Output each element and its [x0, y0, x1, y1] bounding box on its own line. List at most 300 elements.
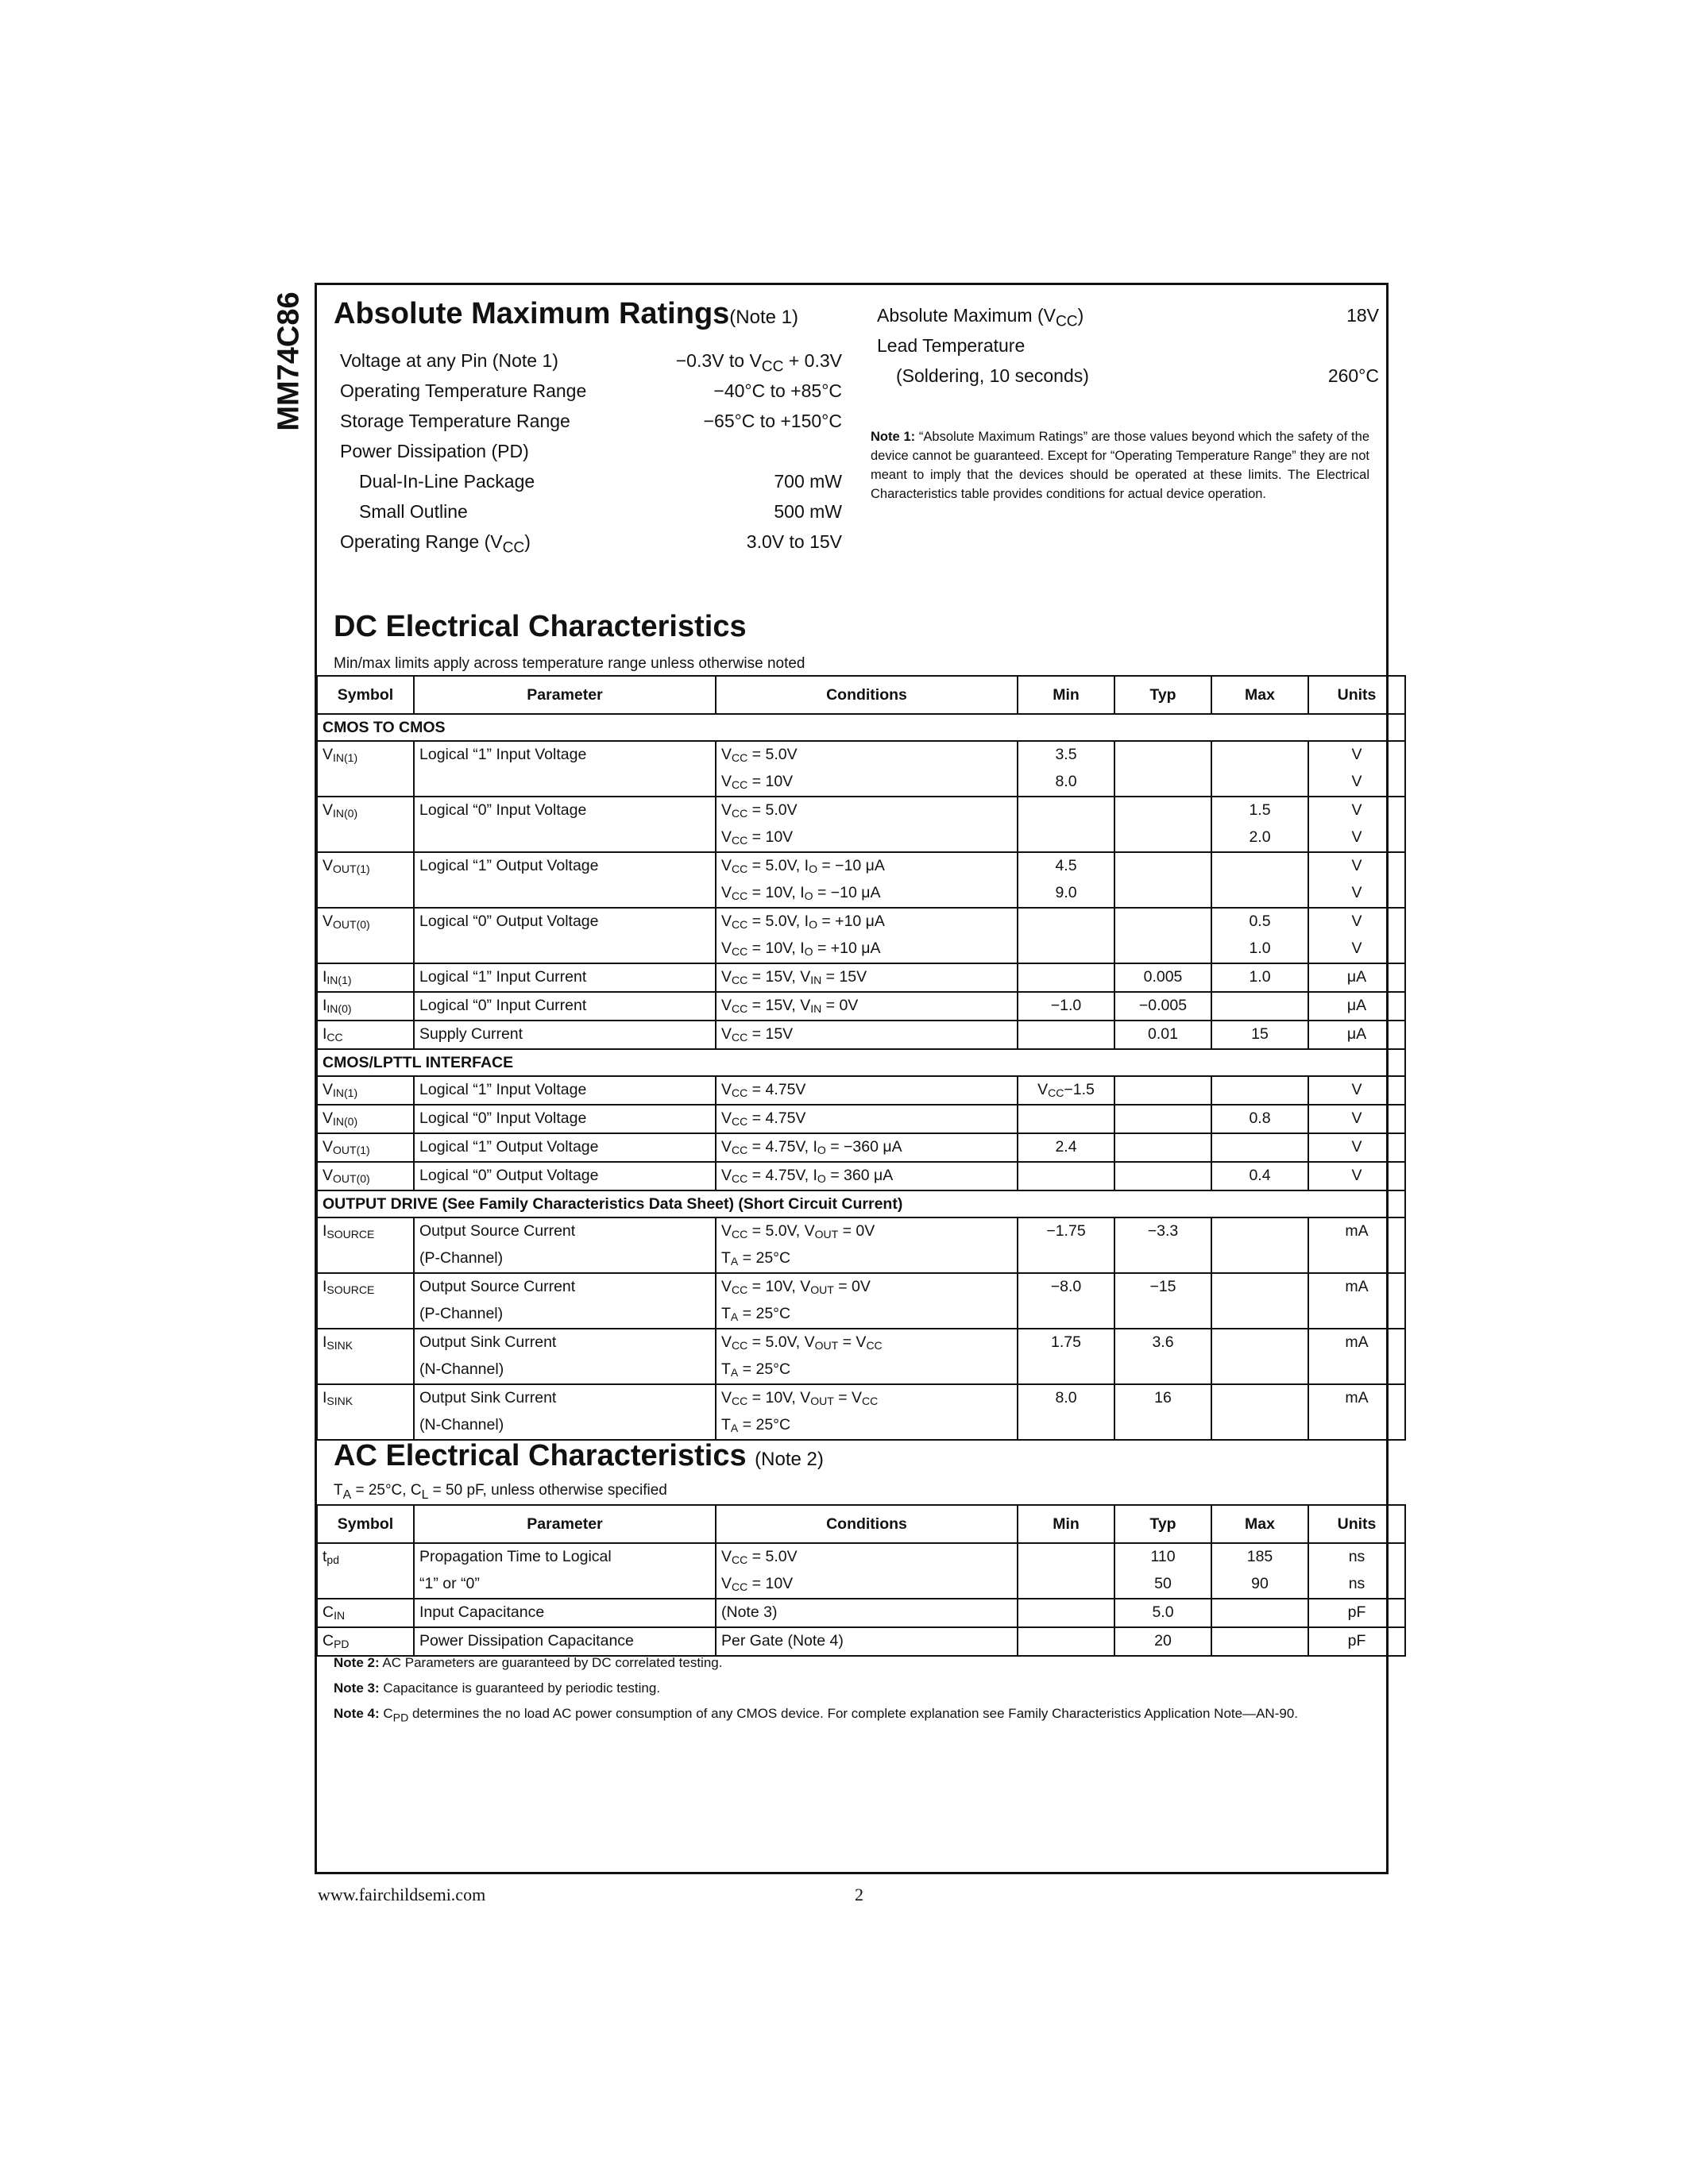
units-cell [1308, 1384, 1405, 1440]
typ-cell-line [1120, 824, 1206, 851]
parameter-cell-line: Power Dissipation Capacitance [419, 1632, 634, 1650]
conditions-cell [716, 963, 1018, 992]
table-row [317, 1599, 1405, 1627]
max-cell [1211, 1627, 1308, 1656]
max-cell [1211, 992, 1308, 1021]
conditions-cell-line: $T_A = 25^\circ C$ [721, 1249, 791, 1268]
typ-cell [1114, 1076, 1211, 1105]
units-cell-line: μA [1346, 968, 1367, 986]
parameter-cell-line: (N-Channel) [419, 1360, 504, 1378]
dc-subtitle: Min/max limits apply across temperature range unless otherwise noted [334, 655, 805, 672]
max-cell-line [1217, 1134, 1303, 1161]
typ-cell [1114, 1105, 1211, 1133]
page-number: 2 [855, 1885, 863, 1904]
note-item [334, 1704, 1374, 1727]
max-cell-line: 185 [1246, 1548, 1273, 1565]
typ-cell-line: 20 [1154, 1632, 1172, 1650]
symbol-cell [317, 1627, 414, 1656]
parameter-cell [414, 852, 716, 908]
parameter-cell-line: Logical “0” Input Voltage [419, 801, 587, 819]
min-cell-line: 1.75 [1051, 1333, 1081, 1351]
max-cell-line: 0.5 [1249, 913, 1271, 930]
typ-cell-line: 0.005 [1143, 968, 1183, 986]
rating-row [340, 350, 842, 380]
symbol-text: $I_{SINK}$ [323, 1333, 353, 1352]
table-row [317, 1384, 1405, 1440]
rating-label: Absolute Maximum $(V_{CC})$ [877, 305, 1084, 330]
max-cell-line [1217, 993, 1303, 1020]
max-cell-line: 1.0 [1249, 940, 1271, 957]
min-cell-line: 9.0 [1055, 884, 1077, 901]
column-header: Min [1018, 1505, 1114, 1543]
table-row [317, 1162, 1405, 1190]
min-cell-line: 8.0 [1055, 773, 1077, 790]
conditions-cell [716, 1627, 1018, 1656]
typ-cell-line [1120, 1077, 1206, 1104]
units-cell-line: mA [1345, 1278, 1369, 1295]
units-cell-line: V [1351, 773, 1362, 790]
typ-cell-line [1120, 1245, 1206, 1272]
min-cell [1018, 963, 1114, 992]
ac-title: AC Electrical Characteristics (Note 2) [334, 1439, 824, 1472]
typ-cell-line [1120, 1134, 1206, 1161]
min-cell-line [1023, 1301, 1109, 1328]
column-header: Min [1018, 676, 1114, 714]
typ-cell [1114, 1217, 1211, 1273]
max-cell [1211, 741, 1308, 797]
conditions-cell [716, 1384, 1018, 1440]
min-cell [1018, 1627, 1114, 1656]
max-cell-line [1217, 880, 1303, 907]
note-text: Capacitance is guaranteed by periodic testing. [379, 1680, 661, 1696]
units-cell [1308, 1021, 1405, 1049]
units-cell-line: V [1351, 1109, 1362, 1127]
conditions-cell-line: $V_{CC} = 10V$, $I_O = +10$ μA [721, 940, 881, 958]
column-header: Max [1211, 1505, 1308, 1543]
min-cell-line [1023, 1356, 1109, 1383]
typ-cell-line [1120, 936, 1206, 963]
conditions-cell-line: Per Gate (Note 4) [721, 1632, 844, 1650]
typ-cell-line [1120, 1163, 1206, 1190]
parameter-cell-line [419, 936, 710, 963]
table-row [317, 1217, 1405, 1273]
table-row [317, 1273, 1405, 1329]
part-number-vertical: MM74C86 [272, 291, 306, 431]
min-cell-line [1023, 1544, 1109, 1571]
rating-label: Small Outline [359, 501, 468, 522]
max-cell-line: 90 [1251, 1575, 1269, 1592]
conditions-cell-line: $V_{CC} = 5.0V$, $V_{OUT} = 0V$ [721, 1222, 875, 1241]
min-cell [1018, 1599, 1114, 1627]
min-cell [1018, 1076, 1114, 1105]
units-cell-line: ns [1348, 1575, 1365, 1592]
typ-cell-line: 0.01 [1148, 1025, 1178, 1043]
units-cell [1308, 1543, 1405, 1599]
parameter-cell [414, 1076, 716, 1105]
conditions-cell-line: $T_A = 25^\circ C$ [721, 1360, 791, 1379]
parameter-cell-line: Output Sink Current [419, 1333, 557, 1351]
min-cell-line: 3.5 [1055, 746, 1077, 763]
conditions-cell [716, 797, 1018, 852]
rating-value: −65°C to +150°C [703, 411, 842, 431]
max-cell-line [1217, 1301, 1303, 1328]
conditions-cell-line: $V_{CC} = 5.0V$ [721, 1548, 798, 1566]
units-cell [1308, 1329, 1405, 1384]
symbol-text: $V_{OUT(0)}$ [323, 913, 370, 931]
min-cell-line [1023, 824, 1109, 851]
units-cell-line: μA [1346, 1025, 1367, 1043]
min-cell-line [1023, 1412, 1109, 1439]
column-header: Parameter [414, 676, 716, 714]
conditions-cell-line: $V_{CC} = 5.0V$ [721, 746, 798, 764]
rating-row [340, 471, 842, 501]
table-row [317, 908, 1405, 963]
symbol-text: $V_{OUT(1)}$ [323, 1138, 370, 1156]
section-row [317, 714, 1405, 741]
rating-value: 18V [1346, 305, 1379, 326]
units-cell-line: V [1351, 884, 1362, 901]
max-cell-line: 2.0 [1249, 828, 1271, 846]
units-cell-line [1314, 1245, 1400, 1272]
max-cell-line [1217, 1329, 1303, 1356]
units-cell [1308, 963, 1405, 992]
parameter-cell [414, 963, 716, 992]
units-cell-line: V [1351, 828, 1362, 846]
units-cell [1308, 1162, 1405, 1190]
typ-cell [1114, 852, 1211, 908]
table-row [317, 1543, 1405, 1599]
symbol-text: $C_{PD}$ [323, 1632, 350, 1650]
units-cell-line: V [1351, 857, 1362, 874]
max-cell [1211, 1273, 1308, 1329]
conditions-cell-line: $V_{CC} = 5.0V$, $V_{OUT} = V_{CC}$ [721, 1333, 883, 1352]
parameter-cell-line: (P-Channel) [419, 1305, 504, 1322]
parameter-cell [414, 741, 716, 797]
conditions-cell-line: $V_{CC} = 10V$ [721, 1575, 794, 1593]
symbol-text: $V_{IN(1)}$ [323, 746, 358, 764]
parameter-cell-line: Supply Current [419, 1025, 523, 1043]
conditions-cell-line: $V_{CC} = 10V$, $V_{OUT} = 0V$ [721, 1278, 871, 1296]
min-cell-line [1023, 1571, 1109, 1598]
min-cell [1018, 992, 1114, 1021]
symbol-text: $V_{OUT(1)}$ [323, 857, 370, 875]
min-cell [1018, 1217, 1114, 1273]
max-cell-line: 0.4 [1249, 1167, 1271, 1184]
table-row [317, 1076, 1405, 1105]
max-cell-line [1217, 1599, 1303, 1626]
column-header: Typ [1114, 676, 1211, 714]
column-header: Conditions [716, 1505, 1018, 1543]
max-cell [1211, 908, 1308, 963]
parameter-cell [414, 1105, 716, 1133]
rating-row [340, 501, 842, 531]
parameter-cell-line: Logical “0” Input Voltage [419, 1109, 587, 1127]
symbol-cell [317, 1217, 414, 1273]
max-cell [1211, 1021, 1308, 1049]
symbol-text: $V_{OUT(0)}$ [323, 1167, 370, 1185]
dc-table [316, 675, 1406, 1441]
max-cell [1211, 1599, 1308, 1627]
symbol-cell [317, 741, 414, 797]
max-cell-line [1217, 1077, 1303, 1104]
units-cell [1308, 852, 1405, 908]
parameter-cell-line: (N-Channel) [419, 1416, 504, 1433]
units-cell [1308, 797, 1405, 852]
typ-cell-line: 3.6 [1152, 1333, 1174, 1351]
conditions-cell-line: $V_{CC} = 15V$, $V_{IN} = 15V$ [721, 968, 867, 986]
max-cell [1211, 963, 1308, 992]
rating-row [340, 531, 842, 561]
min-cell-line: −1.0 [1050, 997, 1082, 1014]
max-cell-line [1217, 1356, 1303, 1383]
parameter-cell-line: Logical “0” Output Voltage [419, 1167, 599, 1184]
rating-label: Lead Temperature [877, 335, 1026, 356]
max-cell-line: 0.8 [1249, 1109, 1271, 1127]
symbol-cell [317, 1273, 414, 1329]
units-cell [1308, 1217, 1405, 1273]
rating-value: 260°C [1327, 365, 1379, 386]
max-cell [1211, 1133, 1308, 1162]
units-cell-line: V [1351, 940, 1362, 957]
max-cell-line [1217, 1385, 1303, 1412]
units-cell-line: pF [1347, 1603, 1366, 1621]
column-header: Units [1308, 676, 1405, 714]
min-cell [1018, 1273, 1114, 1329]
symbol-cell [317, 1105, 414, 1133]
min-cell-line [1023, 964, 1109, 991]
table-row [317, 1133, 1405, 1162]
table-row [317, 1627, 1405, 1656]
rating-value: 3.0V to 15V [746, 531, 842, 552]
symbol-text: $I_{IN(0)}$ [323, 997, 352, 1015]
conditions-cell [716, 741, 1018, 797]
units-cell-line: μA [1346, 997, 1367, 1014]
abs-max-right-list [877, 305, 1379, 396]
max-cell-line [1217, 1628, 1303, 1655]
units-cell-line [1314, 1356, 1400, 1383]
typ-cell-line [1120, 742, 1206, 769]
min-cell [1018, 908, 1114, 963]
min-cell-line: 8.0 [1055, 1389, 1077, 1406]
rating-row [877, 365, 1379, 396]
parameter-cell-line: Logical “1” Input Voltage [419, 746, 587, 763]
ac-table-header [317, 1505, 1405, 1543]
parameter-cell-line: (P-Channel) [419, 1249, 504, 1267]
symbol-cell [317, 992, 414, 1021]
conditions-cell [716, 1021, 1018, 1049]
parameter-cell-line: Logical “0” Output Voltage [419, 913, 599, 930]
max-cell [1211, 852, 1308, 908]
min-cell [1018, 1543, 1114, 1599]
conditions-cell-line: $V_{CC} = 10V$, $V_{OUT} = V_{CC}$ [721, 1389, 879, 1407]
max-cell-line [1217, 742, 1303, 769]
typ-cell [1114, 1599, 1211, 1627]
conditions-cell [716, 1329, 1018, 1384]
conditions-cell-line: $V_{CC} = 10V$ [721, 773, 794, 791]
typ-cell-line [1120, 880, 1206, 907]
note-text: AC Parameters are guaranteed by DC correlated testing. [379, 1655, 723, 1670]
min-cell-line: −1.75 [1046, 1222, 1086, 1240]
units-cell [1308, 1599, 1405, 1627]
typ-cell [1114, 992, 1211, 1021]
note-text: $C_{PD}$ determines the no load AC power consumption of any CMOS device. For complete explanation see Family Characteristics Application Note—AN-90. [379, 1706, 1298, 1725]
typ-cell [1114, 1329, 1211, 1384]
ac-notes [334, 1653, 1374, 1734]
parameter-cell [414, 1273, 716, 1329]
max-cell-line [1217, 853, 1303, 880]
units-cell [1308, 1273, 1405, 1329]
parameter-cell-line: Logical “1” Input Voltage [419, 1081, 587, 1098]
conditions-cell-line: $V_{CC} = 4.75V$, $I_O = -360$ μA [721, 1138, 902, 1156]
note-label: Note 3: [334, 1680, 380, 1696]
min-cell [1018, 852, 1114, 908]
parameter-cell [414, 1133, 716, 1162]
units-cell-line: V [1351, 1167, 1362, 1184]
typ-cell-line [1120, 1356, 1206, 1383]
min-cell [1018, 797, 1114, 852]
rating-row [340, 411, 842, 441]
ac-subtitle: $T_A = 25^\circ C$, $C_L = 50$ pF, unless otherwise specified [334, 1482, 667, 1502]
rating-label: Operating Temperature Range [340, 380, 587, 401]
parameter-cell-line [419, 824, 710, 851]
dc-table-header [317, 676, 1405, 714]
units-cell [1308, 992, 1405, 1021]
symbol-text: $V_{IN(0)}$ [323, 1109, 358, 1128]
max-cell [1211, 1384, 1308, 1440]
table-row [317, 1105, 1405, 1133]
min-cell [1018, 1162, 1114, 1190]
min-cell [1018, 1384, 1114, 1440]
units-cell-line: mA [1345, 1222, 1369, 1240]
max-cell-line: 1.0 [1249, 968, 1271, 986]
min-cell-line: 2.4 [1055, 1138, 1077, 1156]
symbol-text: $I_{IN(1)}$ [323, 968, 352, 986]
conditions-cell [716, 1217, 1018, 1273]
max-cell [1211, 1162, 1308, 1190]
parameter-cell-line [419, 880, 710, 907]
parameter-cell [414, 1599, 716, 1627]
typ-cell [1114, 963, 1211, 992]
parameter-cell [414, 797, 716, 852]
units-cell [1308, 908, 1405, 963]
max-cell-line [1217, 1218, 1303, 1245]
parameter-cell-line: Logical “1” Output Voltage [419, 857, 599, 874]
units-cell-line: V [1351, 801, 1362, 819]
min-cell-line [1023, 1628, 1109, 1655]
parameter-cell-line: Propagation Time to Logical [419, 1548, 612, 1565]
table-row [317, 741, 1405, 797]
max-cell [1211, 797, 1308, 852]
parameter-cell-line: “1” or “0” [419, 1575, 480, 1592]
conditions-cell-line: $T_A = 25^\circ C$ [721, 1305, 791, 1323]
typ-cell-line: −0.005 [1138, 997, 1188, 1014]
footer-url: www.fairchildsemi.com [318, 1885, 486, 1904]
min-cell-line [1023, 797, 1109, 824]
section-title: CMOS TO CMOS [317, 714, 1405, 741]
typ-cell [1114, 1021, 1211, 1049]
conditions-cell-line: $V_{CC} = 5.0V$, $I_O = -10$ μA [721, 857, 885, 875]
units-cell [1308, 1076, 1405, 1105]
symbol-text: $I_{SOURCE}$ [323, 1222, 375, 1241]
rating-value: −40°C to +85°C [713, 380, 842, 401]
conditions-cell [716, 1543, 1018, 1599]
max-cell [1211, 1543, 1308, 1599]
rating-label: Voltage at any Pin (Note 1) [340, 350, 558, 371]
min-cell [1018, 1133, 1114, 1162]
rating-value: 500 mW [774, 501, 842, 522]
parameter-cell [414, 1627, 716, 1656]
max-cell-line: 1.5 [1249, 801, 1271, 819]
section-title: OUTPUT DRIVE (See Family Characteristics Data Sheet) (Short Circuit Current) [317, 1190, 1405, 1217]
note-label: Note 2: [334, 1655, 380, 1670]
conditions-cell-line: (Note 3) [721, 1603, 778, 1621]
symbol-cell [317, 1384, 414, 1440]
units-cell-line: mA [1345, 1333, 1369, 1351]
conditions-cell [716, 992, 1018, 1021]
conditions-cell-line: $V_{CC} = 15V$, $V_{IN} = 0V$ [721, 997, 859, 1015]
symbol-cell [317, 1133, 414, 1162]
parameter-cell [414, 1543, 716, 1599]
typ-cell [1114, 908, 1211, 963]
symbol-cell [317, 1162, 414, 1190]
column-header: Max [1211, 676, 1308, 714]
min-cell-line [1023, 909, 1109, 936]
typ-cell [1114, 741, 1211, 797]
parameter-cell [414, 1384, 716, 1440]
typ-cell-line [1120, 853, 1206, 880]
units-cell-line [1314, 1412, 1400, 1439]
abs-max-note-ref: (Note 1) [729, 307, 798, 328]
min-cell-line [1023, 1106, 1109, 1133]
parameter-cell-line: Logical “0” Input Current [419, 997, 587, 1014]
units-cell-line: V [1351, 746, 1362, 763]
max-cell-line: 15 [1251, 1025, 1269, 1043]
rating-label: Storage Temperature Range [340, 411, 570, 431]
conditions-cell-line: $T_A = 25^\circ C$ [721, 1416, 791, 1434]
units-cell [1308, 1627, 1405, 1656]
typ-cell-line [1120, 1106, 1206, 1133]
max-cell [1211, 1217, 1308, 1273]
typ-cell [1114, 1162, 1211, 1190]
min-cell-line: −8.0 [1050, 1278, 1082, 1295]
symbol-cell [317, 1543, 414, 1599]
max-cell [1211, 1105, 1308, 1133]
typ-cell-line [1120, 769, 1206, 796]
parameter-cell [414, 1162, 716, 1190]
max-cell-line [1217, 1412, 1303, 1439]
parameter-cell-line: Output Source Current [419, 1278, 576, 1295]
symbol-text: $t_{pd}$ [323, 1548, 339, 1566]
column-header: Symbol [317, 676, 414, 714]
conditions-cell-line: $V_{CC} = 4.75V$, $I_O = 360$ μA [721, 1167, 894, 1185]
typ-cell-line [1120, 797, 1206, 824]
typ-cell [1114, 1627, 1211, 1656]
typ-cell-line [1120, 909, 1206, 936]
typ-cell-line: 16 [1154, 1389, 1172, 1406]
units-cell-line: V [1351, 1138, 1362, 1156]
symbol-cell [317, 963, 414, 992]
parameter-cell [414, 992, 716, 1021]
min-cell [1018, 741, 1114, 797]
typ-cell [1114, 1384, 1211, 1440]
table-row [317, 992, 1405, 1021]
section-row [317, 1190, 1405, 1217]
units-cell-line: ns [1348, 1548, 1365, 1565]
conditions-cell [716, 1133, 1018, 1162]
min-cell-line [1023, 1599, 1109, 1626]
rating-row [877, 335, 1379, 365]
rating-row [340, 441, 842, 471]
